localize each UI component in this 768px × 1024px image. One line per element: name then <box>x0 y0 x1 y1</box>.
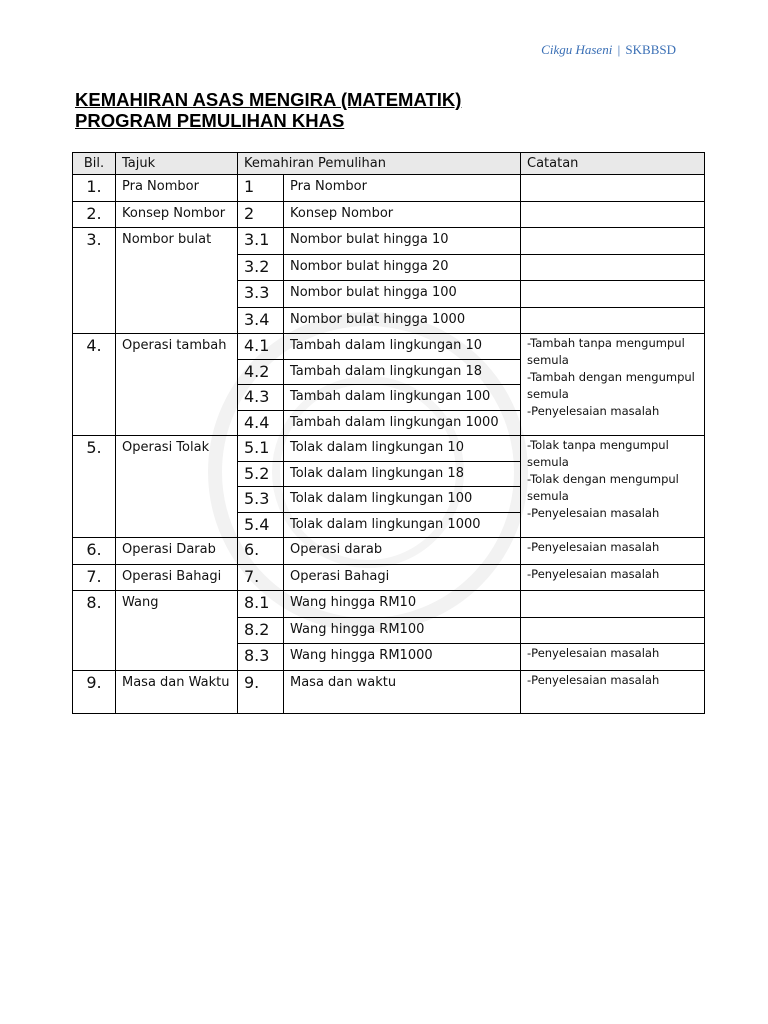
skill-text: Konsep Nombor <box>284 201 521 228</box>
row-bil: 3. <box>73 228 116 334</box>
skill-code: 6. <box>238 538 284 565</box>
skill-text: Tolak dalam lingkungan 10 <box>284 436 521 462</box>
row-catatan <box>521 334 705 436</box>
skill-code: 3.2 <box>238 254 284 281</box>
row-catatan <box>521 436 705 538</box>
skill-code: 4.4 <box>238 410 284 436</box>
header-bil: Bil. <box>73 153 116 175</box>
skill-text: Wang hingga RM10 <box>284 591 521 618</box>
row-tajuk: Operasi Bahagi <box>116 564 238 591</box>
skill-code: 3.1 <box>238 228 284 255</box>
catatan-note: -Penyelesaian masalah <box>527 506 660 520</box>
school-code: SKBBSD <box>625 42 676 57</box>
table-header-row <box>73 153 705 175</box>
catatan-note: -Tambah dengan mengumpul semula <box>527 370 695 401</box>
table-row <box>73 591 705 618</box>
skill-text: Operasi Bahagi <box>284 564 521 591</box>
skill-code: 5.4 <box>238 512 284 538</box>
skill-text: Masa dan waktu <box>284 670 521 713</box>
row-bil: 2. <box>73 201 116 228</box>
skill-text: Tambah dalam lingkungan 1000 <box>284 410 521 436</box>
skills-table <box>72 152 705 714</box>
row-catatan <box>521 228 705 255</box>
skill-code: 9. <box>238 670 284 713</box>
row-tajuk: Operasi Darab <box>116 538 238 565</box>
catatan-note: -Tolak dengan mengumpul semula <box>527 472 679 503</box>
skill-text: Tambah dalam lingkungan 100 <box>284 385 521 411</box>
row-catatan <box>521 175 705 202</box>
row-bil: 7. <box>73 564 116 591</box>
header-tajuk: Tajuk <box>116 153 238 175</box>
skill-text: Tolak dalam lingkungan 1000 <box>284 512 521 538</box>
skill-code: 7. <box>238 564 284 591</box>
table-row <box>73 334 705 360</box>
table-row <box>73 228 705 255</box>
table-row <box>73 436 705 462</box>
skill-text: Tambah dalam lingkungan 10 <box>284 334 521 360</box>
row-tajuk: Wang <box>116 591 238 671</box>
header-kemahiran: Kemahiran Pemulihan <box>238 153 521 175</box>
skill-text: Operasi darab <box>284 538 521 565</box>
title-line-1: KEMAHIRAN ASAS MENGIRA (MATEMATIK) <box>75 89 462 110</box>
table-body <box>73 175 705 714</box>
document-header <box>541 42 676 58</box>
table-row <box>73 201 705 228</box>
row-bil: 4. <box>73 334 116 436</box>
table-row <box>73 564 705 591</box>
row-tajuk: Operasi Tolak <box>116 436 238 538</box>
skill-text: Wang hingga RM100 <box>284 617 521 644</box>
row-tajuk: Masa dan Waktu <box>116 670 238 713</box>
row-catatan: -Penyelesaian masalah <box>521 670 705 713</box>
row-catatan <box>521 307 705 334</box>
skill-code: 4.1 <box>238 334 284 360</box>
skill-text: Nombor bulat hingga 1000 <box>284 307 521 334</box>
row-tajuk: Konsep Nombor <box>116 201 238 228</box>
skill-code: 5.1 <box>238 436 284 462</box>
row-bil: 9. <box>73 670 116 713</box>
skill-text: Nombor bulat hingga 10 <box>284 228 521 255</box>
skill-code: 4.3 <box>238 385 284 411</box>
header-catatan: Catatan <box>521 153 705 175</box>
skill-code: 8.3 <box>238 644 284 671</box>
skill-code: 8.2 <box>238 617 284 644</box>
skill-code: 3.3 <box>238 281 284 308</box>
catatan-note: -Penyelesaian masalah <box>527 404 660 418</box>
table-row <box>73 538 705 565</box>
row-bil: 1. <box>73 175 116 202</box>
document-titles <box>75 89 461 131</box>
skill-text: Tambah dalam lingkungan 18 <box>284 359 521 385</box>
row-catatan <box>521 591 705 618</box>
row-catatan <box>521 281 705 308</box>
row-bil: 8. <box>73 591 116 671</box>
row-catatan: -Penyelesaian masalah <box>521 538 705 565</box>
row-catatan <box>521 254 705 281</box>
row-bil: 6. <box>73 538 116 565</box>
row-tajuk: Pra Nombor <box>116 175 238 202</box>
catatan-note: -Tambah tanpa mengumpul semula <box>527 336 685 367</box>
skill-code: 5.3 <box>238 487 284 513</box>
skill-text: Wang hingga RM1000 <box>284 644 521 671</box>
skill-text: Pra Nombor <box>284 175 521 202</box>
author-name: Cikgu Haseni <box>541 42 613 57</box>
skill-text: Nombor bulat hingga 100 <box>284 281 521 308</box>
table-row <box>73 175 705 202</box>
skill-text: Tolak dalam lingkungan 100 <box>284 487 521 513</box>
skill-code: 5.2 <box>238 461 284 487</box>
skill-code: 3.4 <box>238 307 284 334</box>
skill-code: 1 <box>238 175 284 202</box>
skill-code: 8.1 <box>238 591 284 618</box>
row-catatan: -Penyelesaian masalah <box>521 564 705 591</box>
row-tajuk: Operasi tambah <box>116 334 238 436</box>
row-catatan <box>521 201 705 228</box>
skill-text: Nombor bulat hingga 20 <box>284 254 521 281</box>
row-catatan <box>521 617 705 644</box>
skill-code: 2 <box>238 201 284 228</box>
skill-text: Tolak dalam lingkungan 18 <box>284 461 521 487</box>
row-catatan: -Penyelesaian masalah <box>521 644 705 671</box>
title-line-2: PROGRAM PEMULIHAN KHAS <box>75 110 345 131</box>
table-row <box>73 670 705 713</box>
row-bil: 5. <box>73 436 116 538</box>
skill-code: 4.2 <box>238 359 284 385</box>
catatan-note: -Tolak tanpa mengumpul semula <box>527 438 669 469</box>
row-tajuk: Nombor bulat <box>116 228 238 334</box>
header-separator: | <box>617 42 621 57</box>
